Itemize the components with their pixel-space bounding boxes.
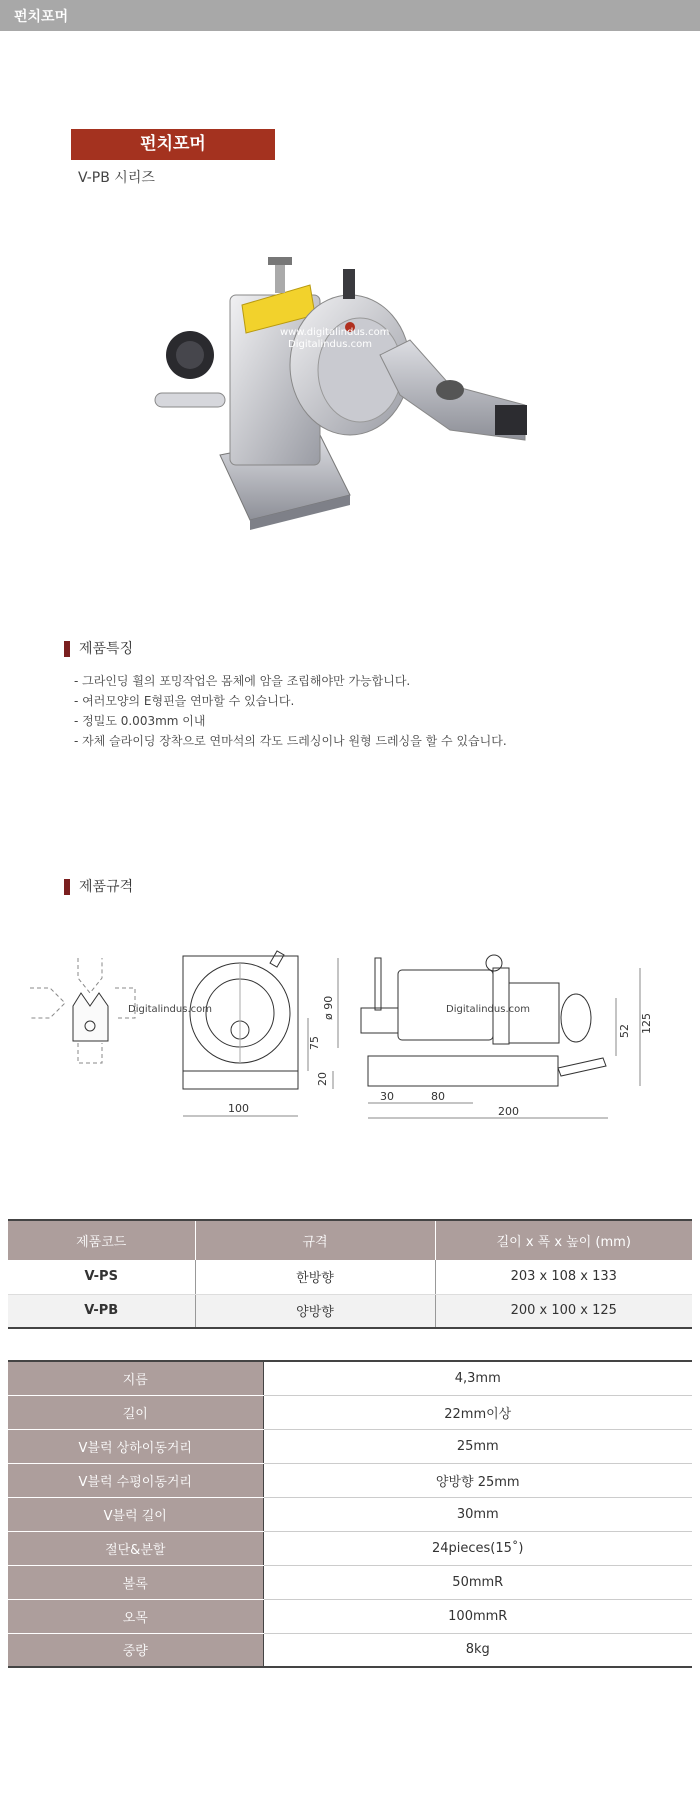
specs-heading bbox=[64, 878, 133, 896]
dim-200: 200 bbox=[498, 1105, 519, 1118]
specs-heading-label: 제품규격 bbox=[79, 879, 134, 895]
dim-100: 100 bbox=[228, 1102, 249, 1115]
model-table-header bbox=[8, 1220, 692, 1260]
spec-label: 중량 bbox=[8, 1633, 263, 1667]
table-row bbox=[8, 1361, 692, 1395]
section-marker-icon bbox=[64, 641, 70, 657]
spec-label: 지름 bbox=[8, 1361, 263, 1395]
feature-item: - 정밀도 0.003mm 이내 bbox=[74, 714, 206, 728]
spec-label: 오목 bbox=[8, 1599, 263, 1633]
header-code: 제품코드 bbox=[8, 1220, 195, 1260]
drawing-watermark-2: Digitalindus.com bbox=[446, 1004, 530, 1015]
spec-value: 100mmR bbox=[263, 1599, 692, 1633]
spec-label: 길이 bbox=[8, 1395, 263, 1429]
spec-value: 30mm bbox=[263, 1497, 692, 1531]
spec-table bbox=[8, 1360, 692, 1668]
spec-label: V블럭 상하이동거리 bbox=[8, 1429, 263, 1463]
header-size: 길이 x 폭 x 높이 (mm) bbox=[435, 1220, 692, 1260]
table-row bbox=[8, 1599, 692, 1633]
table-row bbox=[8, 1531, 692, 1565]
watermark-2: Digitalindus.com bbox=[288, 339, 372, 350]
spec-value: 양방향 25mm bbox=[263, 1463, 692, 1497]
table-row bbox=[8, 1429, 692, 1463]
top-bar-title: 펀치포머 bbox=[14, 9, 69, 25]
features-heading-label: 제품특징 bbox=[79, 641, 134, 657]
spec-value: 4,3mm bbox=[263, 1361, 692, 1395]
product-series: V-PB 시리즈 bbox=[78, 170, 155, 186]
product-title-badge: 펀치포머 bbox=[71, 129, 275, 160]
feature-item: - 그라인딩 휠의 포밍작업은 몸체에 암을 조립해야만 가능합니다. bbox=[74, 674, 411, 688]
dim-75: 75 bbox=[308, 1036, 321, 1050]
table-row bbox=[8, 1463, 692, 1497]
top-bar bbox=[0, 0, 700, 31]
spec-value: 25mm bbox=[263, 1429, 692, 1463]
features-list bbox=[74, 671, 507, 751]
dim-diameter-90: ø 90 bbox=[322, 995, 335, 1020]
dim-125: 125 bbox=[640, 1013, 653, 1034]
table-row bbox=[8, 1497, 692, 1531]
spec-label: V블럭 수평이동거리 bbox=[8, 1463, 263, 1497]
spec-value: 24pieces(15˚) bbox=[263, 1531, 692, 1565]
section-marker-icon bbox=[64, 879, 70, 895]
watermark-1: www.digitalindus.com bbox=[280, 327, 390, 338]
table-row bbox=[8, 1565, 692, 1599]
table-row bbox=[8, 1260, 692, 1294]
features-heading bbox=[64, 640, 133, 658]
header-type: 규격 bbox=[195, 1220, 435, 1260]
feature-item: - 여러모양의 E형핀을 연마할 수 있습니다. bbox=[74, 694, 295, 708]
dim-20: 20 bbox=[316, 1072, 329, 1086]
feature-item: - 자체 슬라이딩 장착으로 연마석의 각도 드레싱이나 원형 드레싱을 할 수 있습니다. bbox=[74, 734, 507, 748]
table-row bbox=[8, 1633, 692, 1667]
table-row bbox=[8, 1395, 692, 1429]
spec-value: 50mmR bbox=[263, 1565, 692, 1599]
spec-value: 8kg bbox=[263, 1633, 692, 1667]
cell-type: 양방향 bbox=[195, 1294, 435, 1328]
technical-drawing bbox=[28, 948, 668, 1138]
drawing-watermark-1: Digitalindus.com bbox=[128, 1004, 212, 1015]
table-row bbox=[8, 1294, 692, 1328]
dim-52: 52 bbox=[618, 1024, 631, 1038]
cell-type: 한방향 bbox=[195, 1260, 435, 1294]
cell-size: 203 x 108 x 133 bbox=[435, 1260, 692, 1294]
cell-size: 200 x 100 x 125 bbox=[435, 1294, 692, 1328]
spec-label: 절단&분할 bbox=[8, 1531, 263, 1565]
spec-label: 볼록 bbox=[8, 1565, 263, 1599]
dim-30: 30 bbox=[380, 1090, 394, 1103]
model-table bbox=[8, 1219, 692, 1329]
dim-80: 80 bbox=[431, 1090, 445, 1103]
spec-label: V블럭 길이 bbox=[8, 1497, 263, 1531]
product-photo bbox=[150, 255, 610, 530]
cell-code: V-PB bbox=[8, 1294, 195, 1328]
spec-value: 22mm이상 bbox=[263, 1395, 692, 1429]
cell-code: V-PS bbox=[8, 1260, 195, 1294]
